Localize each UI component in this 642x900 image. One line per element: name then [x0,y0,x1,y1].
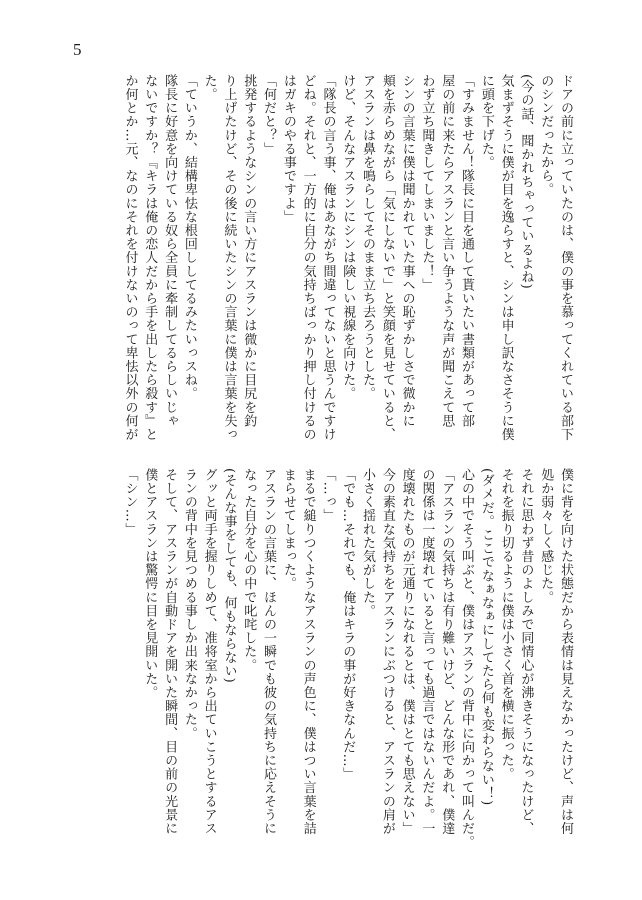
text-line: 今の素直な気持ちをアスランにぶつけると、アスランの肩が [379,468,395,836]
text-line: 挑発するようなシンの言い方にアスランは微かに目尻を釣 [241,74,257,428]
text-line: 小さく揺れた気がした。 [360,468,376,618]
text-line: 「何だと？」 [261,74,277,156]
text-line: 僕に背を向けた状態だから表情は見えなかったけど、声は何 [558,468,573,836]
text-line: はガキのやる事ですよ」 [280,74,296,224]
text-line: ランの背中を見つめる事しか出来なかった。 [181,468,197,740]
text-line: (ダメだ。ここでなぁなぁにしてたら何も変わらない！) [478,468,494,806]
text-line: 「すみません！隊長に目を通して貰いたい書類があって部 [459,74,475,428]
text-line: 「…っ」 [320,468,336,523]
text-line: に頭を下げた。 [478,74,494,170]
text-line: り上げたけど、その後に続いたシンの言葉に僕は言葉を失っ [221,74,237,442]
text-line: グッと両手を握りしめて、准将室から出ていこうとするアス [201,468,217,836]
text-line: 「隊長の言う事、俺はあながち間違ってないと思うんですけ [320,74,336,442]
text-line: 気まずそうに僕が目を逸らすと、シンは申し訳なさそうに僕 [498,74,514,442]
text-line: 隊長に好意を向けている奴ら全員に牽制してるらしいじゃ [162,74,178,428]
text-line: 「でも…それでも、俺はキラの事が好きなんだ…」 [340,468,356,781]
upper-text-block [53,74,575,452]
text-line: けど、そんなアスランにシンは険しい視線を向けた。 [340,74,356,401]
text-line: まるで縋りつくようなアスランの声色に、僕はつい言葉を詰 [300,468,316,836]
text-line: シンの言葉に僕は聞かれていた事への恥ずかしさで微かに [399,74,415,428]
text-line: ドアの前に立っていたのは、僕の事を慕ってくれている部下 [558,74,573,442]
text-line: わず立ち聞きしてしまいました！」 [419,74,435,292]
text-line: まらせてしまった。 [280,468,296,591]
text-line: アスランは鼻を鳴らしてそのまま立ち去ろうとした。 [360,74,376,401]
text-line: 屋の前に来たらアスランと言い争うような声が聞こえて思 [439,74,455,428]
text-line: 僕とアスランは驚愕に目を見開いた。 [142,468,158,700]
text-line: なった自分を心の中で叱咤した。 [241,468,257,672]
lower-text-block [53,468,575,862]
text-line: 「アスランの気持ちは有り難いけど、どんな形であれ、僕達 [439,468,455,836]
text-line: 頬を赤らめながら「気にしないで」と笑顔を見せていると、 [379,74,395,442]
text-line: (今の話、聞かれちゃっているよね) [518,74,534,290]
text-line: のシンだったから。 [538,74,554,197]
text-line: ないですか？『キラは俺の恋人だから手を出したら殺す』と [142,74,158,442]
text-line: (そんな事をしても、何もならない) [221,468,237,684]
text-line: 「ていうか、結構卑怯な根回ししてるみたいっスね。 [181,74,197,401]
text-line: か何とか…元、なのにそれを付けないのって卑怯以外の何が [122,74,138,442]
text-line: 処か弱々しく感じた。 [538,468,554,604]
text-line: アスランの言葉に、ほんの一瞬でも彼の気持ちに応えそうに [261,468,277,836]
text-line: 度壊れたものが元通りになれるとは、僕はとても思えない」 [399,468,415,836]
page-number: 5 [73,40,82,59]
text-line: それに思わず昔のよしみで同情心が沸きそうになったけど、 [518,468,534,836]
text-line: た。 [201,74,217,102]
text-line: 「シン…」 [122,468,138,536]
text-line: それを振り切るように僕は小さく首を横に振った。 [498,468,514,781]
text-line: そして、アスランが自動ドアを開いた瞬間、目の前の光景に [162,468,178,836]
text-line: の関係は一度壊れていると言っても過言ではないんだよ。一 [419,468,435,836]
text-line: 心の中でそう叫ぶと、僕はアスランの背中に向かって叫んだ。 [459,468,475,849]
text-line: どね。それと、一方的に自分の気持ちばっかり押し付けるの [300,74,316,442]
